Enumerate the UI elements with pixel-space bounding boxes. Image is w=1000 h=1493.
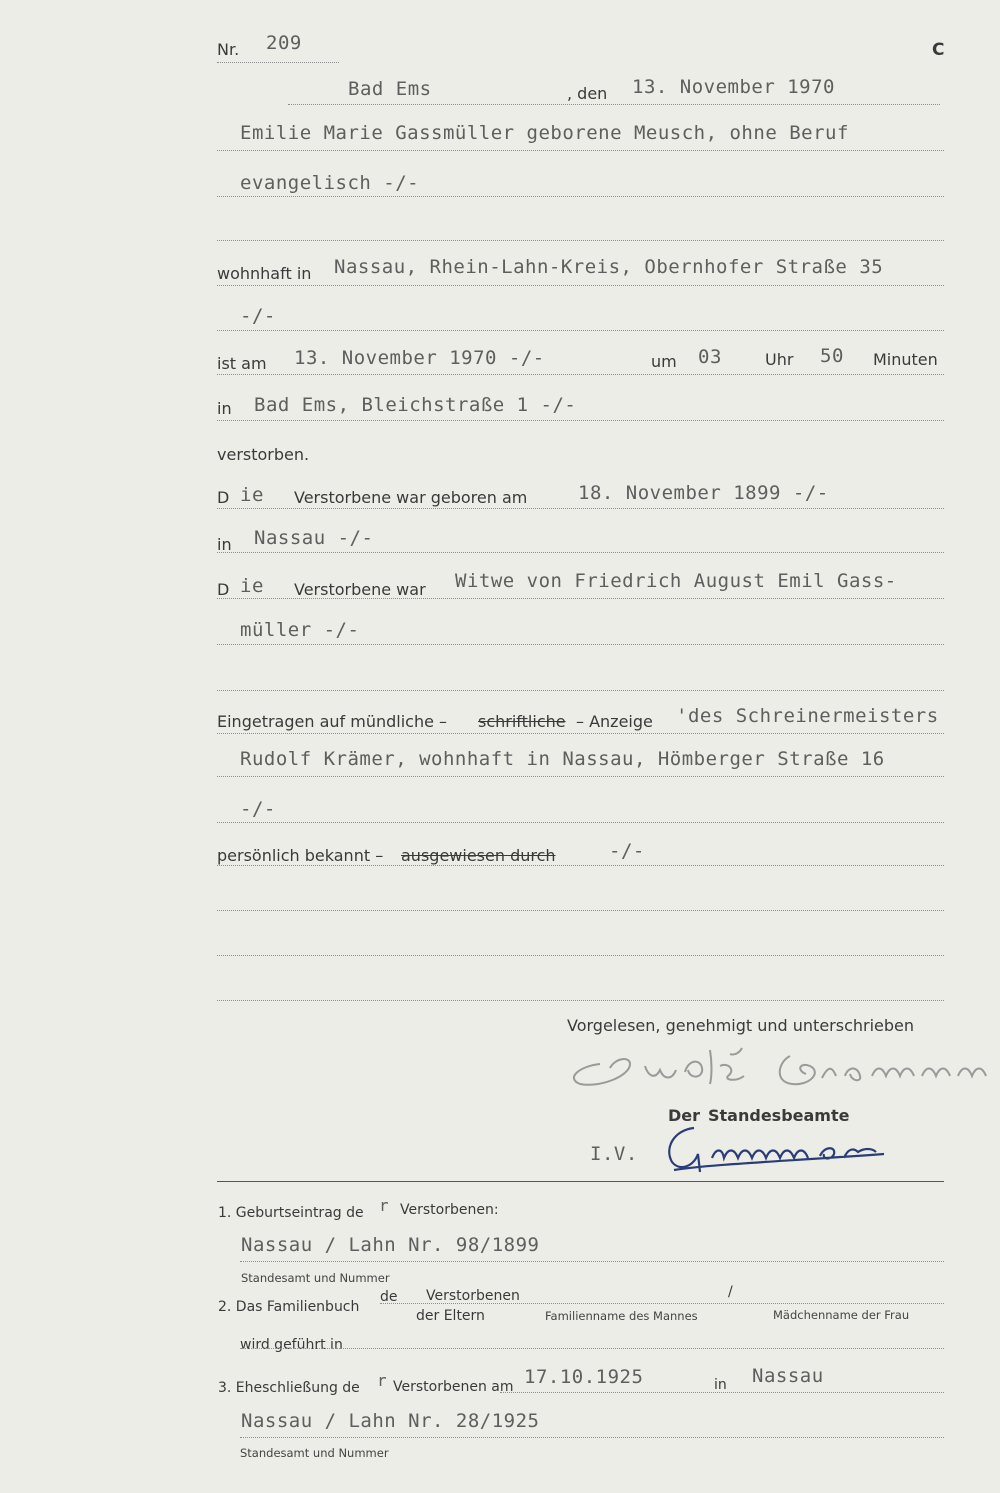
residence-address: Nassau, Rhein-Lahn-Kreis, Obernhofer Straße 35 (334, 256, 884, 278)
residence-cont: -/- (240, 305, 276, 327)
identity-underline (217, 865, 944, 866)
footer-item2-de: de (380, 1289, 398, 1305)
footer-item3-place: Nassau (752, 1365, 824, 1387)
religion-underline (217, 196, 944, 197)
footer-item2-verstorbenen: Verstorbenen (426, 1288, 520, 1304)
footer-item3-underline-2 (240, 1437, 944, 1438)
death-hour: 03 (698, 346, 722, 368)
footer-item2-wird: wird geführt in (240, 1337, 343, 1353)
birth-place: Nassau -/- (254, 527, 374, 549)
registration-value-1: 'des Schreinermeisters (676, 705, 939, 727)
standesbeamte-label: Standesbeamte (708, 1106, 850, 1125)
registration-label-start: Eingetragen auf mündliche – (217, 712, 448, 731)
marital-value-2: müller -/- (240, 619, 360, 641)
birth-underline (217, 508, 944, 509)
footer-item1-caption: Standesamt und Nummer (241, 1271, 390, 1285)
wohnhaft-label: wohnhaft in (217, 264, 312, 283)
residence-underline-2 (217, 330, 944, 331)
record-date: 13. November 1970 (632, 76, 835, 98)
death-minutes: 50 (820, 345, 844, 367)
identity-value: -/- (609, 840, 645, 862)
footer-item3-underline (500, 1392, 944, 1393)
footer-item1-value: Nassau / Lahn Nr. 98/1899 (241, 1234, 540, 1256)
marital-label: Verstorbene war (294, 580, 426, 599)
footer-item1-underline (240, 1261, 944, 1262)
marital-ie-typed: ie (240, 575, 264, 597)
marital-underline (217, 598, 944, 599)
nr-underline (217, 62, 339, 63)
birth-d-label: D (217, 488, 230, 507)
footer-item2-caption-mann: Familienname des Mannes (545, 1309, 698, 1323)
nr-label: Nr. (217, 40, 240, 59)
deceased-name: Emilie Marie Gassmüller geborene Meusch, ohne Beruf (240, 122, 849, 144)
birth-date: 18. November 1899 -/- (578, 482, 829, 504)
identity-label: persönlich bekannt – (217, 846, 384, 865)
marital-value-1: Witwe von Friedrich August Emil Gass- (455, 570, 897, 592)
verstorben-label: verstorben. (217, 445, 310, 464)
birth-in-label: in (217, 535, 232, 554)
death-in-label: in (217, 399, 232, 418)
marital-underline-2 (217, 644, 944, 645)
residence-underline (217, 285, 944, 286)
name-underline (217, 150, 944, 151)
registration-struck: schriftliche (478, 712, 566, 731)
footer-item3-tail: Verstorbenen am (393, 1379, 514, 1395)
blank-line-3 (217, 910, 944, 911)
official-signature (654, 1118, 914, 1178)
footer-item3-caption: Standesamt und Nummer (240, 1446, 389, 1460)
birth-ie-typed: ie (240, 484, 264, 506)
death-time-underline (217, 374, 944, 375)
registration-underline-3 (217, 822, 944, 823)
footer-item2-slash: / (728, 1284, 733, 1300)
footer-item1-r: r (379, 1196, 390, 1215)
registration-label-end: – Anzeige (576, 712, 653, 731)
footer-item1-tail: Verstorbenen: (400, 1202, 499, 1218)
footer-item2-label: 2. Das Familienbuch (218, 1299, 360, 1315)
blank-line-1 (217, 240, 944, 241)
religion-value: evangelisch -/- (240, 172, 420, 194)
place-date-underline (288, 104, 940, 105)
identity-struck: ausgewiesen durch (401, 846, 556, 865)
registration-value-2: Rudolf Krämer, wohnhaft in Nassau, Hömberger Straße 16 (240, 748, 885, 770)
death-date: 13. November 1970 -/- (294, 347, 545, 369)
footer-item3-date: 17.10.1925 (524, 1366, 644, 1388)
der-label: Der (668, 1106, 701, 1125)
footer-item2-underline-2 (240, 1348, 944, 1349)
footer-item3-r: r (377, 1371, 388, 1390)
iv-label: I.V. (590, 1143, 638, 1165)
registration-underline-2 (217, 776, 944, 777)
section-divider (217, 1181, 944, 1182)
um-label: um (651, 352, 677, 371)
footer-item2-caption-frau: Mädchenname der Frau (773, 1308, 910, 1322)
footer-item2-underline (380, 1303, 944, 1304)
death-place-underline (217, 420, 944, 421)
uhr-label: Uhr (765, 350, 794, 369)
marital-d-label: D (217, 580, 230, 599)
informant-signature (560, 1036, 1000, 1092)
footer-item2-eltern: der Eltern (416, 1308, 485, 1324)
birth-label: Verstorbene war geboren am (294, 488, 528, 507)
footer-item3-in: in (714, 1377, 727, 1393)
vorgelesen-text: Vorgelesen, genehmigt und unterschrieben (567, 1016, 915, 1035)
footer-item3-label: 3. Eheschließung de (218, 1380, 360, 1396)
den-label: , den (567, 84, 608, 103)
birth-place-underline (217, 552, 944, 553)
form-letter: C (932, 40, 945, 60)
place-value: Bad Ems (348, 78, 432, 100)
nr-value: 209 (266, 32, 302, 54)
blank-line-5 (217, 1000, 944, 1001)
blank-line-2 (217, 690, 944, 691)
minuten-label: Minuten (873, 350, 938, 369)
registration-underline (217, 733, 944, 734)
ist-am-label: ist am (217, 354, 267, 373)
blank-line-4 (217, 955, 944, 956)
death-place: Bad Ems, Bleichstraße 1 -/- (254, 394, 577, 416)
footer-item1-label: 1. Geburtseintrag de (218, 1205, 364, 1221)
registration-value-3: -/- (240, 798, 276, 820)
footer-item3-value: Nassau / Lahn Nr. 28/1925 (241, 1410, 540, 1432)
